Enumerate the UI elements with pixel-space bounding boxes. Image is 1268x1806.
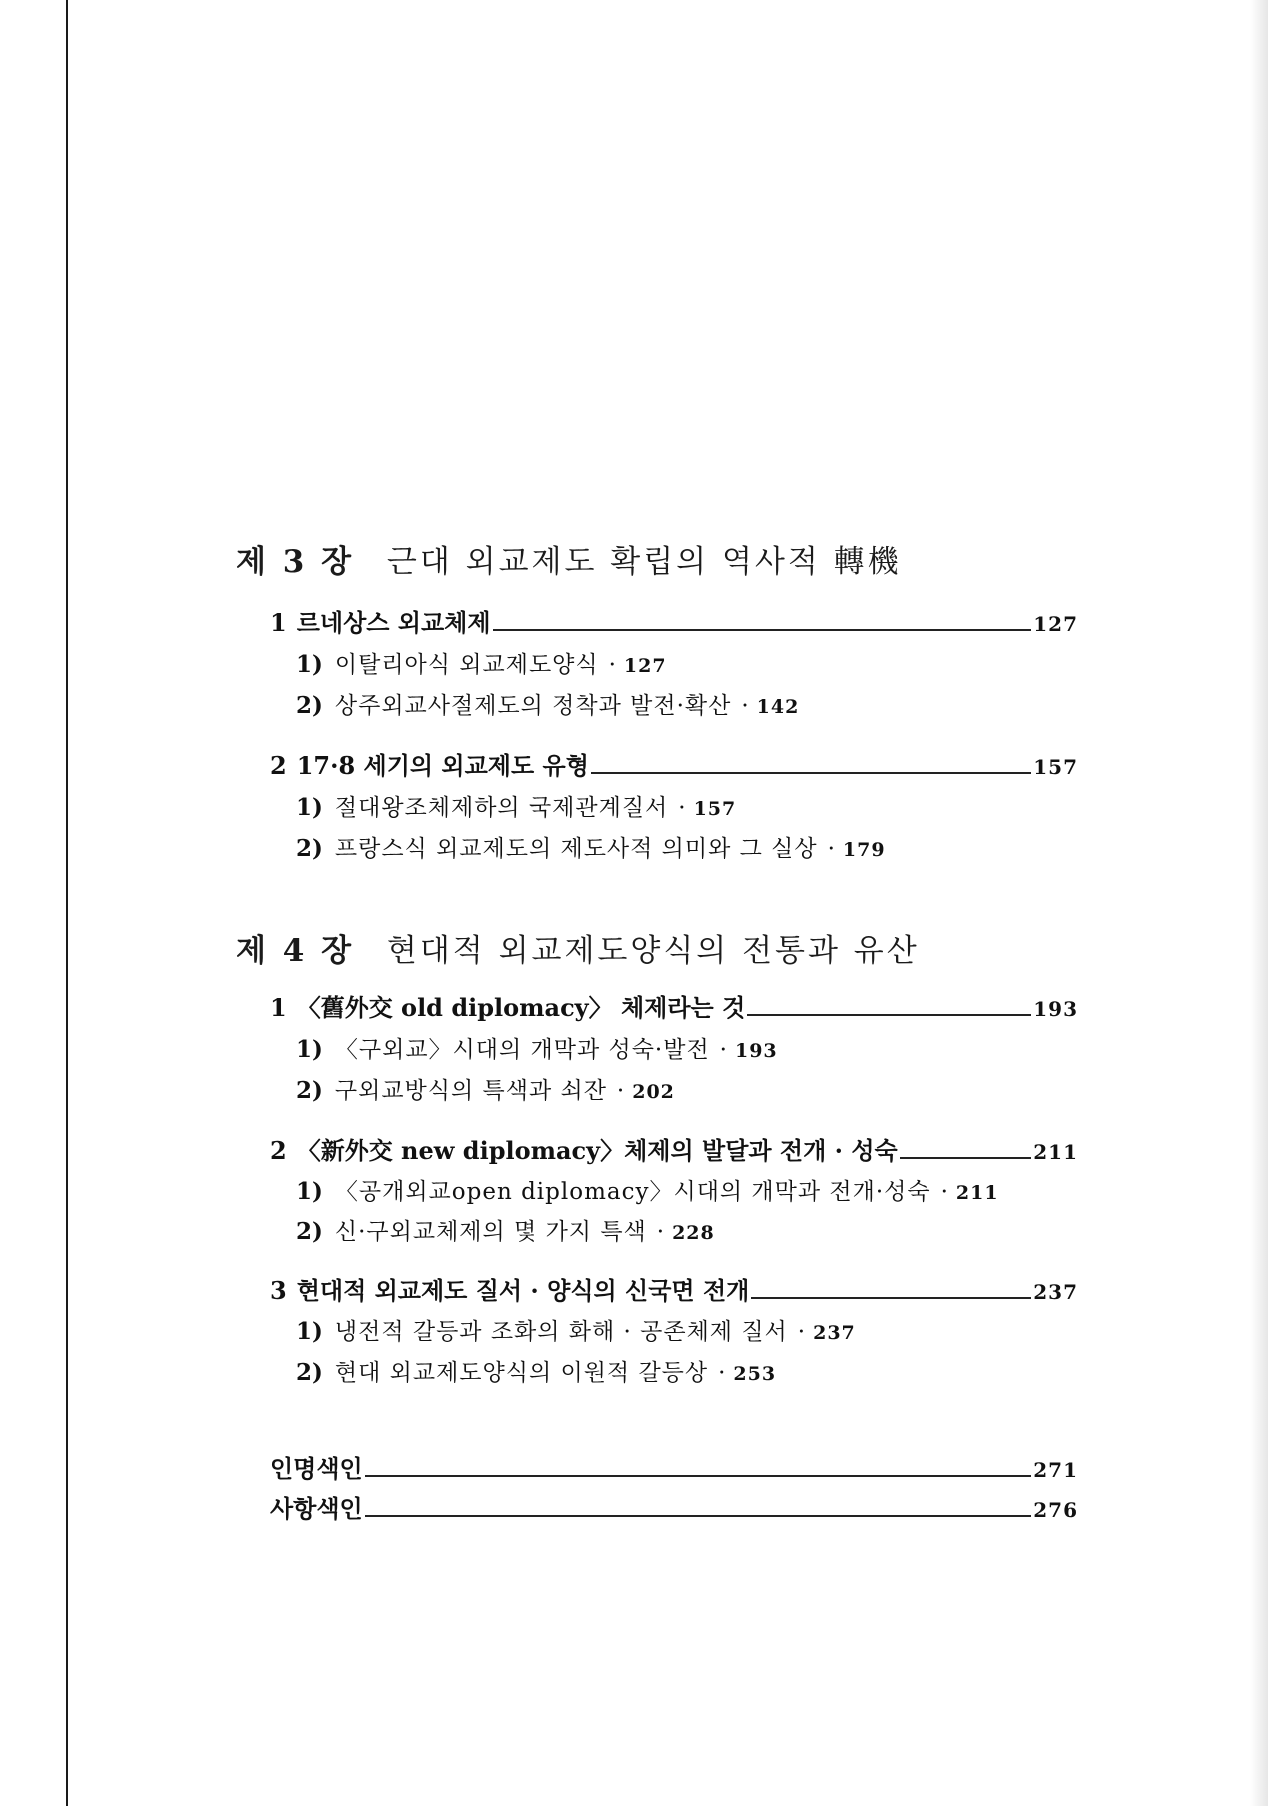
- page-left-border: [66, 0, 68, 1806]
- subsection-number: 1): [296, 794, 323, 821]
- subsection-title: 이탈리아식 외교제도양식: [334, 652, 599, 678]
- page-number: 211: [955, 1182, 999, 1204]
- subsection-number: 2): [296, 1359, 323, 1386]
- page-number: 211: [1033, 1140, 1078, 1164]
- page-number: 157: [693, 798, 737, 820]
- separator-dot: ·: [616, 1078, 625, 1104]
- subsection-number: 2): [296, 835, 323, 862]
- section-title: 〈新外交 new diplomacy〉체제의 발달과 전개 · 성숙: [296, 1136, 898, 1165]
- section-number: 2: [270, 751, 287, 780]
- page-number: 179: [842, 839, 886, 861]
- page-number: 193: [734, 1040, 778, 1062]
- subsection-title: 프랑스식 외교제도의 제도사적 의미와 그 실상: [334, 836, 818, 862]
- dot-leader: [751, 1297, 1031, 1299]
- chapter-text: 근대 외교제도 확립의 역사적 轉機: [386, 544, 902, 580]
- subsection-number: 1): [296, 1036, 323, 1063]
- page-number: 202: [632, 1081, 675, 1103]
- subsection-title: 〈구외교〉시대의 개막과 성숙·발전: [334, 1037, 710, 1063]
- page-number: 237: [1033, 1280, 1078, 1304]
- toc-subsection-4-1-1[interactable]: [296, 1031, 778, 1064]
- page-number: 253: [733, 1363, 777, 1385]
- page-number: 271: [1033, 1458, 1078, 1482]
- toc-subsection-4-1-2[interactable]: [296, 1072, 675, 1105]
- subsection-title: 현대 외교제도양식의 이원적 갈등상: [334, 1360, 709, 1386]
- toc-section-4-2[interactable]: [270, 1131, 1078, 1166]
- dot-leader: [900, 1157, 1032, 1159]
- page-number: 157: [1033, 755, 1078, 779]
- separator-dot: ·: [797, 1319, 806, 1345]
- dot-leader: [747, 1014, 1031, 1016]
- toc-subsection-3-2-2[interactable]: [296, 830, 886, 863]
- section-number: 1: [270, 993, 287, 1022]
- subsection-title: 〈공개외교open diplomacy〉시대의 개막과 전개·성숙: [334, 1179, 931, 1205]
- dot-leader: [365, 1475, 1032, 1477]
- section-title: 17·8 세기의 외교제도 유형: [296, 751, 589, 780]
- toc-subsection-3-1-1[interactable]: [296, 646, 667, 679]
- index-title: 사항색인: [270, 1494, 363, 1523]
- section-title: 르네상스 외교체제: [296, 608, 491, 637]
- section-number: 1: [270, 608, 287, 637]
- page-number: 276: [1033, 1498, 1078, 1522]
- subsection-number: 1): [296, 1178, 323, 1205]
- toc-subsection-4-3-1[interactable]: [296, 1313, 856, 1346]
- toc-section-4-3[interactable]: [270, 1271, 1078, 1306]
- subsection-title: 절대왕조체제하의 국제관계질서: [334, 795, 669, 821]
- page-right-shadow: [1250, 0, 1268, 1806]
- toc-subsection-3-1-2[interactable]: [296, 687, 799, 720]
- separator-dot: ·: [741, 693, 749, 719]
- index-title: 인명색인: [270, 1454, 363, 1483]
- page-number: 228: [672, 1222, 715, 1244]
- section-number: 2: [270, 1136, 287, 1165]
- chapter-text: 현대적 외교제도양식의 전통과 유산: [386, 933, 920, 969]
- page-number: 193: [1033, 997, 1078, 1021]
- separator-dot: ·: [718, 1360, 726, 1386]
- chapter-number: 제 4 장: [236, 933, 355, 969]
- chapter-3-title: [236, 536, 902, 581]
- subsection-title: 냉전적 갈등과 조화의 화해 · 공존체제 질서: [334, 1319, 788, 1345]
- dot-leader: [365, 1515, 1032, 1517]
- dot-leader: [591, 772, 1031, 774]
- toc-index-subjects[interactable]: [270, 1489, 1078, 1524]
- section-title: 〈舊外交 old diplomacy〉 체제라는 것: [296, 993, 746, 1022]
- dot-leader: [493, 629, 1032, 631]
- toc-section-3-1[interactable]: [270, 603, 1078, 638]
- section-title: 현대적 외교제도 질서 · 양식의 신국면 전개: [296, 1276, 750, 1305]
- toc-index-names[interactable]: [270, 1449, 1078, 1484]
- page-number: 127: [623, 655, 667, 677]
- separator-dot: ·: [678, 795, 686, 821]
- separator-dot: ·: [827, 836, 835, 862]
- separator-dot: ·: [719, 1037, 727, 1063]
- subsection-number: 1): [296, 1318, 323, 1345]
- subsection-title: 상주외교사절제도의 정착과 발전·확산: [334, 693, 732, 719]
- toc-subsection-4-2-1[interactable]: [296, 1173, 999, 1206]
- subsection-number: 2): [296, 1218, 323, 1245]
- separator-dot: ·: [608, 652, 616, 678]
- page-number: 237: [813, 1322, 856, 1344]
- toc-subsection-4-3-2[interactable]: [296, 1354, 776, 1387]
- subsection-title: 신·구외교체제의 몇 가지 특색: [334, 1219, 647, 1245]
- chapter-number: 제 3 장: [236, 544, 355, 580]
- page-number: 127: [1033, 612, 1078, 636]
- subsection-number: 2): [296, 1077, 323, 1104]
- toc-section-4-1[interactable]: [270, 988, 1078, 1023]
- subsection-title: 구외교방식의 특색과 쇠잔: [334, 1078, 607, 1104]
- toc-section-3-2[interactable]: [270, 746, 1078, 781]
- page-number: 142: [756, 696, 800, 718]
- separator-dot: ·: [656, 1219, 665, 1245]
- subsection-number: 2): [296, 692, 323, 719]
- toc-subsection-3-2-1[interactable]: [296, 789, 736, 822]
- chapter-4-title: [236, 925, 920, 970]
- separator-dot: ·: [940, 1179, 948, 1205]
- toc-subsection-4-2-2[interactable]: [296, 1213, 715, 1246]
- subsection-number: 1): [296, 651, 323, 678]
- section-number: 3: [270, 1276, 287, 1305]
